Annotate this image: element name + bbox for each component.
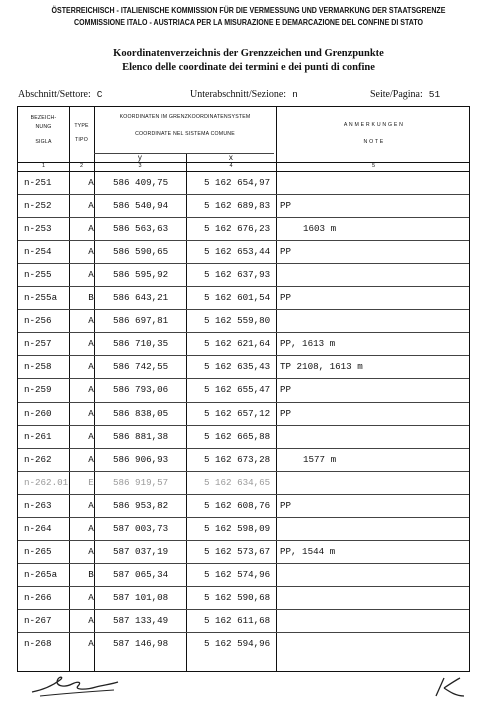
designation-cell: n-267 xyxy=(24,614,52,626)
x-coordinate-cell: 5 162 655,47 xyxy=(204,384,271,396)
row-divider xyxy=(18,494,469,495)
header-y: y xyxy=(137,153,143,162)
row-divider xyxy=(18,355,469,356)
header-type xyxy=(69,122,94,145)
x-coordinate-cell: 5 162 594,96 xyxy=(204,638,271,649)
type-cell: A xyxy=(88,638,94,649)
x-coordinate-cell: 5 162 654,97 xyxy=(204,177,271,188)
designation-cell: n-251 xyxy=(24,177,52,188)
y-coordinate-cell: 586 742,55 xyxy=(113,361,169,373)
row-divider xyxy=(18,286,469,287)
y-coordinate-cell: 586 953,82 xyxy=(113,499,169,511)
x-coordinate-cell: 5 162 676,23 xyxy=(204,223,271,235)
row-divider xyxy=(18,402,469,403)
type-cell: A xyxy=(88,246,94,258)
x-coordinate-cell: 5 162 657,12 xyxy=(204,407,271,419)
row-divider xyxy=(18,563,469,564)
type-cell: A xyxy=(88,269,94,281)
header-designation-line3: SIGLA xyxy=(35,139,52,145)
row-divider xyxy=(18,309,469,310)
x-coordinate-cell: 5 162 573,67 xyxy=(204,545,271,557)
designation-cell: n-252 xyxy=(24,200,52,212)
header-notes-de: A N M E R K U N G E N xyxy=(343,122,404,128)
designation-cell: n-254 xyxy=(24,246,52,258)
note-cell: PP xyxy=(280,384,292,396)
header-divider xyxy=(18,171,469,172)
x-coordinate-cell: 5 162 574,96 xyxy=(204,568,271,580)
designation-cell: n-262.01 xyxy=(24,476,69,488)
x-coordinate-cell: 5 162 608,76 xyxy=(204,499,271,511)
x-coordinate-cell: 5 162 559,80 xyxy=(204,315,271,327)
row-divider xyxy=(18,632,469,633)
row-divider xyxy=(18,263,469,264)
note-cell: PP xyxy=(280,200,292,212)
note-cell: 1603 m xyxy=(303,223,337,235)
header-designation-line2: NUNG xyxy=(35,124,52,130)
header-notes xyxy=(276,121,471,147)
type-cell: A xyxy=(88,361,94,373)
type-cell: A xyxy=(88,499,94,511)
designation-cell: n-264 xyxy=(24,522,52,534)
header-commission-de: ÖSTERREICHISCH - ITALIENISCHE KOMMISSION FÜR DIE VERMESSUNG UND VERMARKUNG DER STAATSGRENZE xyxy=(51,5,446,15)
x-coordinate-cell: 5 162 637,93 xyxy=(204,269,271,281)
x-coordinate-cell: 5 162 621,64 xyxy=(204,338,271,350)
row-divider xyxy=(18,194,469,195)
y-coordinate-cell: 586 793,06 xyxy=(113,384,169,396)
row-divider xyxy=(18,332,469,333)
note-cell: TP 2108, 1613 m xyxy=(280,361,363,373)
designation-cell: n-259 xyxy=(24,384,52,396)
coordinates-table xyxy=(17,106,470,672)
y-coordinate-cell: 587 133,49 xyxy=(113,614,169,626)
column-number: 2 xyxy=(79,163,84,169)
designation-cell: n-265 xyxy=(24,545,52,557)
y-coordinate-cell: 586 595,92 xyxy=(113,269,169,281)
type-cell: A xyxy=(88,591,94,603)
type-cell: E xyxy=(88,476,94,488)
type-cell: A xyxy=(88,430,94,442)
y-coordinate-cell: 587 003,73 xyxy=(113,522,169,534)
x-coordinate-cell: 5 162 689,83 xyxy=(204,200,271,212)
type-cell: A xyxy=(88,315,94,327)
note-cell: PP, 1544 m xyxy=(280,545,336,557)
row-divider xyxy=(18,448,469,449)
y-coordinate-cell: 587 146,98 xyxy=(113,638,169,649)
row-divider xyxy=(18,540,469,541)
y-coordinate-cell: 587 037,19 xyxy=(113,545,169,557)
type-cell: A xyxy=(88,614,94,626)
document-title-de: Koordinatenverzeichnis der Grenzzeichen und Grenzpunkte xyxy=(113,48,384,59)
y-coordinate-cell: 586 906,93 xyxy=(113,453,169,465)
type-cell: A xyxy=(88,200,94,212)
x-coordinate-cell: 5 162 590,68 xyxy=(204,591,271,603)
type-cell: A xyxy=(88,522,94,534)
type-cell: A xyxy=(88,338,94,350)
designation-cell: n-268 xyxy=(24,638,52,649)
header-x: x xyxy=(228,153,234,162)
y-coordinate-cell: 586 643,21 xyxy=(113,292,169,304)
designation-cell: n-260 xyxy=(24,407,52,419)
designation-cell: n-261 xyxy=(24,430,52,442)
y-coordinate-cell: 586 710,35 xyxy=(113,338,169,350)
y-coordinate-cell: 586 697,81 xyxy=(113,315,169,327)
y-coordinate-cell: 587 101,08 xyxy=(113,591,169,603)
designation-cell: n-255a xyxy=(24,292,58,304)
row-divider xyxy=(18,609,469,610)
designation-cell: n-266 xyxy=(24,591,52,603)
column-number: 4 xyxy=(229,163,233,169)
signature-left xyxy=(30,670,120,698)
note-cell: PP xyxy=(280,499,292,511)
row-divider xyxy=(18,240,469,241)
x-coordinate-cell: 5 162 665,88 xyxy=(204,430,271,442)
type-cell: A xyxy=(88,384,94,396)
x-coordinate-cell: 5 162 653,44 xyxy=(204,246,271,258)
note-cell: PP xyxy=(280,246,292,258)
column-number: 3 xyxy=(138,163,142,169)
x-coordinate-cell: 5 162 635,43 xyxy=(204,361,271,373)
designation-cell: n-263 xyxy=(24,499,52,511)
designation-cell: n-265a xyxy=(24,568,58,580)
header-type-line1: TYPE xyxy=(74,123,89,129)
subsection-field xyxy=(190,89,298,100)
header-notes-it: N O T E xyxy=(363,139,384,145)
type-cell: B xyxy=(88,568,94,580)
designation-cell: n-258 xyxy=(24,361,52,373)
y-coordinate-cell: 586 919,57 xyxy=(113,476,169,488)
page-value: 51 xyxy=(428,89,441,100)
header-type-line2: TIPO xyxy=(75,137,88,143)
y-coordinate-cell: 586 563,63 xyxy=(113,223,169,235)
header-designation xyxy=(18,114,69,147)
y-coordinate-cell: 586 590,65 xyxy=(113,246,169,258)
page-label: Seite/Pagina: xyxy=(370,89,423,100)
y-coordinate-cell: 586 838,05 xyxy=(113,407,169,419)
row-divider xyxy=(18,471,469,472)
type-cell: A xyxy=(88,545,94,557)
x-coordinate-cell: 5 162 601,54 xyxy=(204,292,271,304)
section-label: Abschnitt/Settore: xyxy=(18,89,91,100)
y-coordinate-cell: 587 065,34 xyxy=(113,568,169,580)
designation-cell: n-257 xyxy=(24,338,52,350)
designation-cell: n-256 xyxy=(24,315,52,327)
row-divider xyxy=(18,425,469,426)
type-cell: B xyxy=(88,292,94,304)
x-coordinate-cell: 5 162 611,68 xyxy=(204,614,271,626)
section-field xyxy=(18,89,102,100)
type-cell: A xyxy=(88,177,94,188)
row-divider xyxy=(18,217,469,218)
y-coordinate-cell: 586 409,75 xyxy=(113,177,169,188)
row-divider xyxy=(18,586,469,587)
document-title-it: Elenco delle coordinate dei termini e dei punti di confine xyxy=(122,62,375,73)
designation-cell: n-255 xyxy=(24,269,52,281)
subsection-value: n xyxy=(292,89,298,100)
x-coordinate-cell: 5 162 673,28 xyxy=(204,453,271,465)
row-divider xyxy=(18,378,469,379)
row-divider xyxy=(18,517,469,518)
column-number: 5 xyxy=(371,163,376,169)
header-commission-it: COMMISSIONE ITALO - AUSTRIACA PER LA MISURAZIONE E DEMARCAZIONE DEL CONFINE DI STATO xyxy=(74,17,423,27)
designation-cell: n-253 xyxy=(24,223,52,235)
note-cell: PP, 1613 m xyxy=(280,338,336,350)
x-coordinate-cell: 5 162 634,65 xyxy=(204,476,271,488)
y-coordinate-cell: 586 540,94 xyxy=(113,200,169,212)
section-value: C xyxy=(96,89,103,100)
type-cell: A xyxy=(88,223,94,235)
header-coordinates-it: COORDINATE NEL SISTEMA COMUNE xyxy=(135,131,235,137)
type-cell: A xyxy=(88,453,94,465)
y-coordinate-cell: 586 881,38 xyxy=(113,430,169,442)
subsection-label: Unterabschnitt/Sezione: xyxy=(190,89,287,100)
designation-cell: n-262 xyxy=(24,453,52,465)
type-cell: A xyxy=(88,407,94,419)
note-cell: PP xyxy=(280,292,292,304)
signature-right xyxy=(430,676,470,700)
header-designation-line1: BEZEICH- xyxy=(30,115,57,121)
note-cell: PP xyxy=(280,407,292,419)
page-field xyxy=(370,89,440,100)
header-coordinates-de: KOORDINATEN IM GRENZKOORDINATENSYSTEM xyxy=(119,114,251,120)
column-number: 1 xyxy=(41,163,46,169)
x-coordinate-cell: 5 162 598,09 xyxy=(204,522,271,534)
note-cell: 1577 m xyxy=(303,453,337,465)
header-coordinates xyxy=(94,113,276,139)
